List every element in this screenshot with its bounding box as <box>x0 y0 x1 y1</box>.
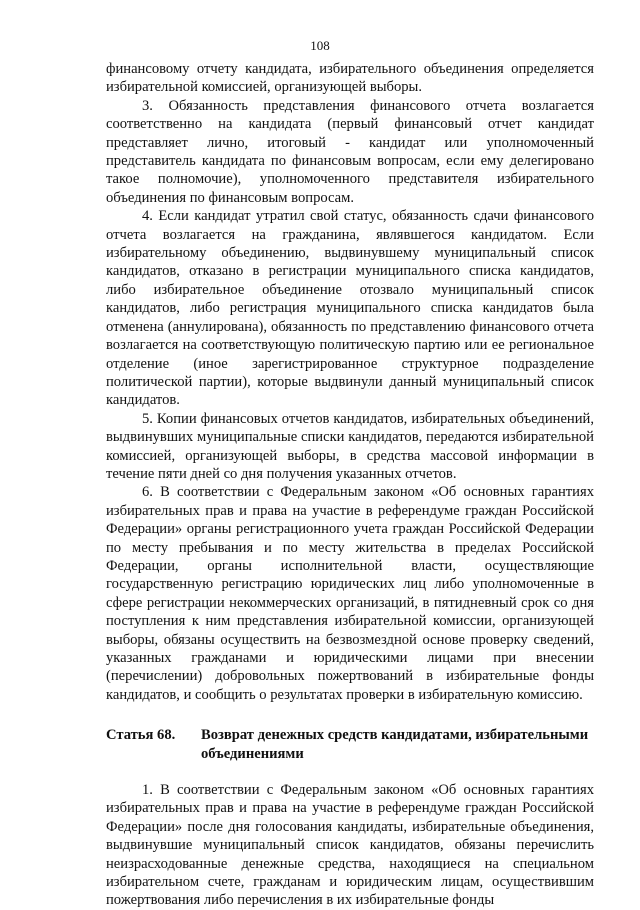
paragraph-continuation: финансовому отчету кандидата, избирательного объединения определяется избирательной комиссией, организующей выборы. <box>106 61 594 96</box>
article-number: Статья 68. <box>106 727 176 744</box>
article-title: Возврат денежных средств кандидатами, избирательными объединениями <box>201 727 589 762</box>
article-heading <box>106 726 594 763</box>
paragraph-article-item-1: 1. В соответствии с Федеральным законом «Об основных гарантиях избирательных прав и права на участие в референдуме граждан Российской Федерации» после дня голосования кандидаты, избирательные объединения, выдвинувшие муниципальный список кандидатов, обязаны перечислить неизрасходованные денежные средства, находящиеся на специальном избирательном счете, гражданам и юридическим лицам, осуществившим пожертвования либо перечисления в их избирательные фонды <box>106 782 594 909</box>
paragraph-item-4: 4. Если кандидат утратил свой статус, обязанность сдачи финансового отчета возлагается на гражданина, являвшегося кандидатом. Если избирательному объединению, выдвинувшему муниципальный список кандидатов, отказано в регистрации муниципального списка кандидатов, либо избирательное объединение отозвало муниципальный список кандидатов, либо регистрация муниципального списка кандидатов была отменена (аннулирована), обязанность по представлению финансового отчета возлагается на соответствующую политическую партию или ее региональное отделение (иное зарегистрированное структурное подразделение политической партии), которые выдвинули данный муниципальный список кандидатов. <box>106 208 594 409</box>
paragraph-item-5: 5. Копии финансовых отчетов кандидатов, избирательных объединений, выдвинувших муниципальные списки кандидатов, передаются избирательной комиссией, организующей выборы, в средства массовой информации в течение пяти дней со дня получения указанных отчетов. <box>106 410 594 482</box>
page-number: 108 <box>310 38 330 53</box>
paragraph-item-3: 3. Обязанность представления финансового отчета возлагается соответственно на кандидата (первый финансовый отчет кандидат представляет лично, итоговый - кандидат или уполномоченный представитель кандидата по финансовым вопросам, если ему делегировано такое полномочие), уполномоченного представителя избирательного объединения по финансовым вопросам. <box>106 97 594 206</box>
paragraph-item-6: 6. В соответствии с Федеральным законом «Об основных гарантиях избирательных прав и права на участие в референдуме граждан Российской Федерации» органы регистрационного учета граждан Российской Федерации по месту пребывания и по месту жительства в пределах Российской Федерации, органы исполнительной власти, осуществляющие государственную регистрацию юридических лиц либо уполномоченные в сфере регистрации некоммерческих организаций, в пятидневный срок со дня поступления к ним представления избирательной комиссии, организующей выборы, обязаны осуществить на безвозмездной основе проверку сведений, указанных гражданами и юридическими лицами при внесении (перечислении) добровольных пожертвований в избирательные фонды кандидатов, и сообщить о результатах проверки в избирательную комиссию. <box>106 484 594 703</box>
document-body <box>106 60 594 910</box>
